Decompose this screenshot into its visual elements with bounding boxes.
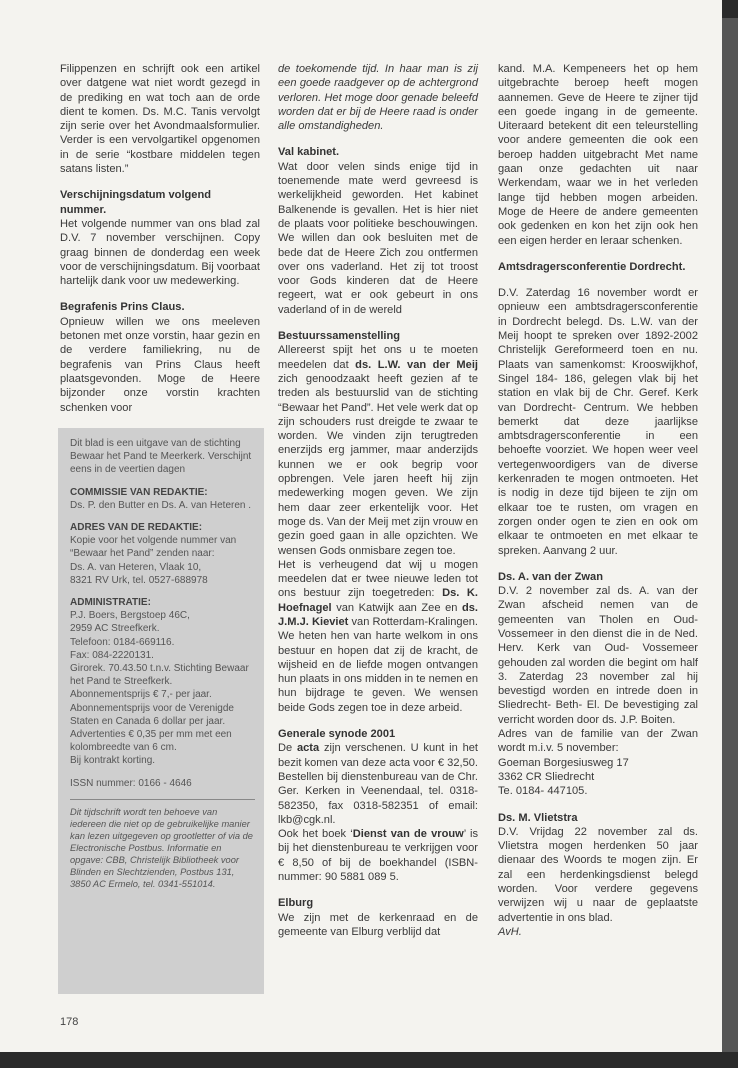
text-bold: acta [296,742,320,755]
text-run: Ook het boek ‘ [278,828,353,841]
divider [70,799,255,800]
heading-funeral: Begrafenis Prins Claus. [60,301,185,314]
paragraph: Het volgende nummer van ons blad zal D.V. 7 november verschijnen. Copy graag binnen de donderdag een week voor de verschijningsdatum. Bij voorbaat hartelijk dank voor uw medewerking. [60,217,260,288]
accessibility-note: Dit tijdschrift wordt ten behoeve van iedereen die niet op de gebruikelijke manier kan lezen uitgegeven op grootletter of via de Electronische Postbus. Informatie en opgave: CBB, Christelijk Bibliotheek voor Blinden en Slechtzienden, Postbus 131, 3850 AC Ermelo, tel. 0341-551014. [70,806,253,889]
paragraph: We zijn met de kerkenraad en de gemeente van Elburg verblijd dat [278,911,478,938]
colophon-heading: ADRES VAN DE REDAKTIE: [70,522,203,534]
heading-conference: Amtsdragersconferentie Dordrecht. [498,260,686,273]
page-number: 178 [60,1016,79,1028]
colophon-text: Ds. P. den Butter en Ds. A. van Heteren . [70,499,252,511]
text-run: De [278,742,297,755]
column-1 [60,62,260,427]
colophon-heading: ADMINISTRATIE: [70,597,151,609]
paragraph: Filippenzen en schrijft ook een artikel over datgene wat niet wordt gezegd in de prediking en wat toch aan de orde dient te komen. Ds. M.C. Tanis vervolgt zijn serie over het Avondmaalsformulier. Verder is een vervolgartikel opgenomen in de serie “kostbare middelen tegen satans listen.” [60,63,260,176]
colophon-line: Girorek. 70.43.50 t.n.v. Stichting Bewaar het Pand te Streefkerk. [70,663,249,688]
colophon-line: Ds. A. van Heteren, Vlaak 10, [70,561,202,573]
colophon-text [70,534,255,587]
text-bold: Dienst van de vrouw [352,828,464,841]
paragraph: D.V. Vrijdag 22 november zal ds. Vlietstra mogen herdenken 50 jaar dienaar des Woords te mogen zijn. Er zal een herdenkingsdienst belegd worden. Voor verdere gegevens verwijzen wij u naar de geplaatste advertentie in ons blad. [498,825,698,924]
text-bold: ds. L.W. van der Meij [355,358,478,371]
paragraph [278,827,478,884]
colophon-line: P.J. Boers, Bergstoep 46C, [70,610,190,622]
issn-number: ISSN nummer: 0166 - 4646 [70,777,192,789]
text-run: van Rotterdam-Kralingen. We heten hen van harte welkom in ons bestuur en hopen dat zij de kracht, de wijsheid en de liefde mogen ontvangen hun plaats in ons midden in te nemen en hun bijdrage te geven. We wensen beide Gods zegen toe in deze arbeid. [278,615,478,714]
paragraph: Wat door velen sinds enige tijd in toenemende mate werd gevreesd is werkelijkheid geworden. Het kabinet Balkenende is gevallen. Het is hier niet de plaats voor politieke beschouwingen. We willen dan ook besluiten met de bede dat de Heere Zich zou ontfermen over ons vaderland. Het zij tot troost voor Gods kinderen dat de Heere regeert, wat er ook gebeurt in ons vaderland of in de wereld [278,160,478,316]
heading-synod: Generale synode 2001 [278,728,396,741]
colophon-heading: COMMISSIE VAN REDAKTIE: [70,486,208,498]
heading-next-issue: Verschijningsdatum volgend nummer. [60,189,212,216]
paragraph: D.V. Zaterdag 16 november wordt er opnieuw een ambtsdragersconferentie in Dordrecht belegd. Ds. L.W. van der Meij hoopt te spreken over 1892-2002 Christelijk Gereformeerd toen en nu. Plaats van samenkomst: Krooswijkhof, Singel 184- 186, gelegen vlak bij het station en vlak bij de Chr. Geref. Kerk van Dordrecht- Centrum. We hebben bemerkt dat deze jaarlijkse ambtsdragersconferentie in een behoefte voorziet. We hopen weer veel vertegenwoordigers van de diverse kerkenraden te mogen ontmoeten. Het is nodig in deze tijd bijeen te zijn om elkaar toe te rusten, om vragen en zorgen onder ogen te zien en ook om elkaar te ontmoeten en met elkaar te spreken. Aanvang 2 uur. [498,287,698,557]
colophon-line: Abonnementsprijs € 7,- per jaar. [70,689,212,701]
text-bold: Ds. K. Hoefnagel [278,587,478,614]
colophon-line: 8321 RV Urk, tel. 0527-688978 [70,574,208,586]
column-2 [278,62,478,951]
colophon-line: Kopie voor het volgende nummer van “Bewaar het Pand” zenden naar: [70,535,237,560]
address-line: Goeman Borgesiusweg 17 [498,756,629,769]
text-run: ’ is bij het dienstenbureau te verkrijgen voor € 8,50 of bij de boekhandel (ISBN- nummer: 90 5881 089 5. [278,828,478,884]
address-line: 3362 CR Sliedrecht [498,770,595,783]
text-run: zijn verschenen. U kunt in het bezit komen van deze acta voor € 32,50. Bestellen bij dienstenbureau van de Chr. Ger. Kerken in Veenendaal, tel. 0318- 582350, fax 0318-582351 of email: lkb@cgk.nl. [278,742,478,826]
colophon-box [58,428,264,994]
paragraph [498,727,698,798]
colophon-line: Telefoon: 0184-669116. [70,636,175,648]
paragraph [278,741,478,827]
text-run: Allereerst spijt het ons u te moeten meedelen dat [278,344,478,371]
paragraph [278,558,478,715]
colophon-line: 2959 AC Streefkerk. [70,623,160,635]
text-run: van Katwijk aan Zee en [331,601,462,614]
paragraph: D.V. 2 november zal ds. A. van der Zwan afscheid nemen van de gemeenten van Tholen en Oud- Vossemeer in den dienst die in de Ned. Herv. Kerk van Oud- Vossemeer gehouden zal worden die begint om half 3. Zaterdag 23 november zal hij bevestigd worden en intrede doen in Sliedrecht- Beth- El. De bevestiging zal verricht worden door ds. J.P. Boiten. [498,585,698,726]
colophon-line: Fax: 084-2220131. [70,649,154,661]
paragraph: Opnieuw willen we ons meeleven betonen met onze vorstin, haar gezin en de verdere familiekring, nu de begrafenis van Prins Claus heeft plaatsgevonden. Moge de Heere bijzonder onze vorstin krachten schenken voor [60,315,260,414]
text-run: Adres van de familie van der Zwan wordt m.i.v. 5 november: [498,728,698,755]
text-run: Het is verheugend dat wij u mogen meedelen dat er twee nieuwe leden tot ons bestuur zijn toegetreden: [278,558,478,600]
heading-van-der-zwan: Ds. A. van der Zwan [498,570,604,583]
heading-board: Bestuurssamenstelling [278,330,401,343]
text-bold: ds. J.M.J. Kieviet [278,601,478,628]
paragraph: de toekomende tijd. In haar man is zij een goede raadgever op de achtergrond verloren. Het moge door genade beleefd worden dat er bij de Heere raad is onder alle omstandigheden. [278,63,478,133]
heading-elburg: Elburg [278,897,314,910]
paragraph [278,343,478,557]
column-3 [498,62,698,951]
colophon-line: Advertenties € 0,35 per mm met een kolombreedte van 6 cm. [70,729,232,754]
heading-cabinet: Val kabinet. [278,146,340,159]
text-run: zich genoodzaakt heeft gezien af te treden als bestuurslid van de stichting “Bewaar het Pand”. Het vele werk dat op zijn schouders rust dreigde te zwaar te worden. We vinden zijn terugtreden enerzijds erg jammer, maar anderzijds kunnen we er ook begrip voor opbrengen. Vele jaren heeft hij zijn medewerking mogen geven. We zijn hem daar zeer erkentelijk voor. Het moge ds. Van der Meij met zijn vrouw en gezin goed gaan in alle opzichten. We wensen Gods onmisbare zegen toe. [278,372,478,557]
colophon-line: Bij kontrakt korting. [70,755,156,767]
heading-vlietstra: Ds. M. Vlietstra [498,811,578,824]
colophon-line: Abonnementsprijs voor de Verenigde Staten en Canada 6 dollar per jaar. [70,702,234,727]
signature: AvH. [498,925,522,938]
colophon-intro: Dit blad is een uitgave van de stichting Bewaar het Pand te Meerkerk. Verschijnt eens in de veertien dagen [70,438,252,476]
address-line: Te. 0184- 447105. [498,785,588,798]
page-edge [722,18,738,1052]
paragraph: kand. M.A. Kempeneers het op hem uitgebrachte beroep heeft mogen aannemen. Geve de Heere te zijner tijd een goede ingang in de gemeente. Uiteraard betekent dit een teleurstelling voor andere gemeenten die ook een beroep hadden uitgebracht Met name gaan onze gedachten uit naar Werkendam, waar we in het verleden lange tijd hebben mogen arbeiden. Moge de Heere de andere gemeenten ook gedenken en kon het zijn ook hen een eigen herder en leraar schenken. [498,63,698,247]
colophon-text [70,609,255,767]
